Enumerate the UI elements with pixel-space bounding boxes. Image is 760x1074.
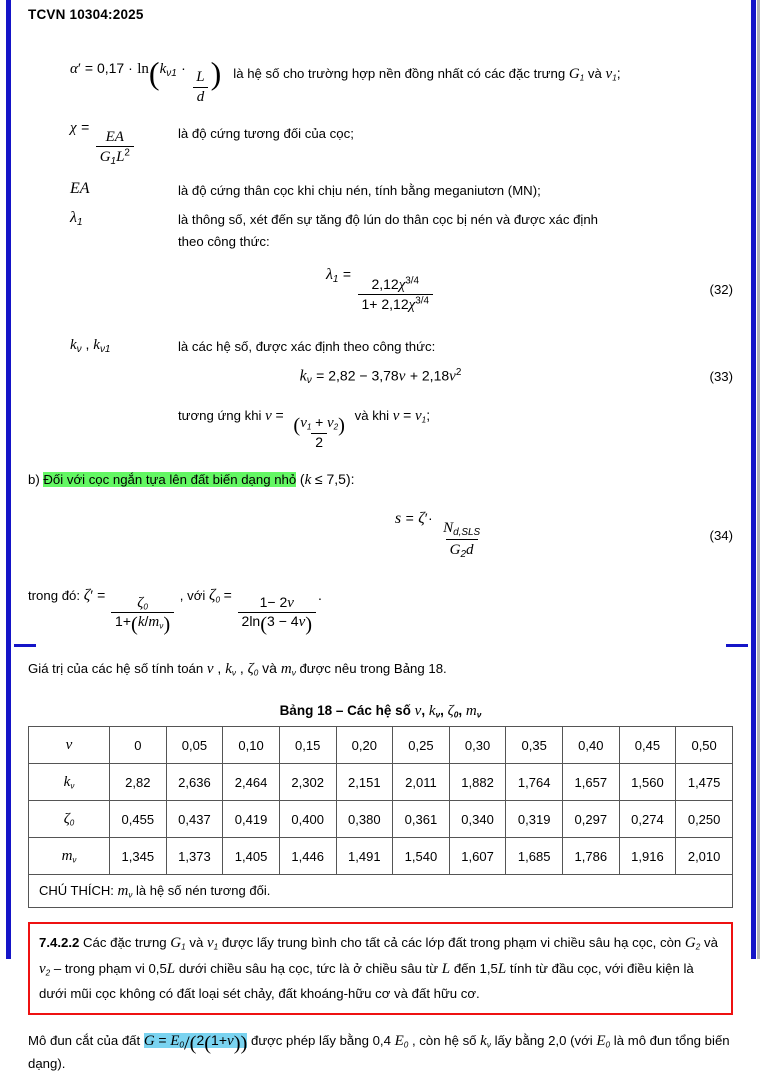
- equation-33-line: [28, 367, 733, 386]
- definition-knu-text: là các hệ số, được xác định theo công thức:: [178, 338, 436, 354]
- table-note-text: là hệ số nén tương đối.: [136, 882, 271, 898]
- final-paragraph: Mô đun cắt của đất G = E0/(2(1+ν)) được phép lấy bằng 0,4 E0 , còn hệ số kν lấy bằng 2,0 (với E0 là mô đun tổng biến dạng).: [28, 1031, 730, 1071]
- lambda-desc-line2: theo công thức:: [178, 233, 270, 249]
- clause-line2-c: – trong phạm vi 0,5: [53, 961, 167, 977]
- clause-line2-d: dưới chiều sâu hạ cọc, tức là ở chiều sâu từ: [178, 961, 439, 977]
- shear-modulus-highlight: G = E0/(2(1+ν)): [143, 1031, 248, 1055]
- definition-chi-text: là độ cứng tương đối của cọc;: [178, 126, 354, 142]
- table-row: [29, 838, 733, 875]
- equation-34: s = ζ′· $\frac{\text{Nd,SLS}}{G2d}$: [394, 510, 481, 561]
- page-content: [28, 0, 733, 1074]
- definition-ea: [28, 180, 733, 201]
- cell: 1,764: [506, 764, 563, 801]
- clause-line3: từ đầu cọc, với điều kiện là dưới mũi cọc không có đất loại sét chảy, đất khoáng-hữu cơ và đất hữu cơ.: [39, 961, 694, 1001]
- knu-symbols: kν , kν1: [70, 335, 111, 355]
- cell: 1,607: [449, 838, 506, 875]
- item-b-prefix: b): [28, 472, 40, 488]
- definition-chi: [28, 119, 733, 168]
- tuong-ung-khi-label: tương ứng khi: [178, 408, 262, 424]
- cell: 2,82: [110, 764, 167, 801]
- cell: 0,319: [506, 801, 563, 838]
- cell: 0,361: [393, 801, 450, 838]
- table-note-prefix: CHÚ THÍCH:: [39, 882, 114, 898]
- final-line1-d: lấy bằng 2,0 (với: [494, 1032, 593, 1048]
- cell: 1,916: [619, 838, 676, 875]
- cell: 0,340: [449, 801, 506, 838]
- definition-lambda-text: [178, 209, 733, 252]
- cell: 2,636: [166, 764, 223, 801]
- cell: 1,786: [563, 838, 620, 875]
- alpha-desc-label: là hệ số cho trường hợp nền đồng nhất có các đặc trưng: [233, 66, 566, 81]
- table-caption: Bảng 18 – Các hệ số ν, kν, ζ0, mν: [279, 703, 482, 720]
- definition-alpha-text: là hệ số cho trường hợp nền đồng nhất có các đặc trưng G1 và ν1;: [233, 65, 621, 83]
- cell: 2,464: [223, 764, 280, 801]
- trong-do-line: trong đó: ζ′ = $\frac{\zeta 0}{1+(k/m\nu)}$ , với ζ0 = $\frac{1- 2\nu}{2\ln(3 - 4\nu)}$ .: [28, 587, 322, 636]
- final-line1-c: , còn hệ số: [411, 1032, 477, 1048]
- coefficients-table: [28, 726, 733, 908]
- clause-line1-c: được lấy trung bình cho tất cả các lớp đất trong phạm vi chiều sâu hạ: [221, 935, 629, 951]
- definition-lambda: [28, 209, 733, 252]
- cell: 1,373: [166, 838, 223, 875]
- cell: 0,250: [676, 801, 733, 838]
- row-header-nu: ν: [29, 727, 110, 764]
- trong-do-label: trong đó:: [28, 588, 81, 604]
- cell: 0,274: [619, 801, 676, 838]
- alpha-prime-formula: α′ = 0,17 · ln(kν1 · $\frac{L}{d}$ ): [70, 55, 222, 105]
- table-note: CHÚ THÍCH: mν là hệ số nén tương đối.: [29, 875, 733, 908]
- cell: 2,011: [393, 764, 450, 801]
- va-khi-label: và khi: [354, 408, 390, 424]
- cell: 2,010: [676, 838, 733, 875]
- table-row: [29, 727, 733, 764]
- cell: 1,345: [110, 838, 167, 875]
- clause-line1-a: Các đặc trưng: [83, 935, 167, 951]
- cell: 1,540: [393, 838, 450, 875]
- cell: 1,882: [449, 764, 506, 801]
- final-line1-e: là: [613, 1032, 625, 1048]
- clause-7422-box: [28, 922, 733, 1014]
- equation-33: $k\nu = 2,82 - 3,78\nu + 2,18\nu^2$: [299, 367, 462, 387]
- cell: 1,657: [563, 764, 620, 801]
- ea-symbol: EA: [70, 179, 90, 197]
- table-row: [29, 801, 733, 838]
- cell: 0,15: [279, 727, 336, 764]
- cell: 0,419: [223, 801, 280, 838]
- gia-tri-label: Giá trị của các hệ số tính toán: [28, 660, 204, 676]
- table-row: [29, 764, 733, 801]
- final-line1-b: được phép lấy bằng 0,4: [250, 1032, 391, 1048]
- clause-line2-e: đến 1,5: [453, 961, 498, 977]
- cell: 0,40: [563, 727, 620, 764]
- knu-correspondence-row: [28, 404, 733, 450]
- definition-knu: [28, 336, 733, 357]
- cell: 1,491: [336, 838, 393, 875]
- cell: 0,05: [166, 727, 223, 764]
- clause-line2-b: và: [703, 935, 718, 951]
- cell: 0: [110, 727, 167, 764]
- row-header-mnu: mν: [29, 838, 110, 875]
- clause-7422-text: 7.4.2.2 Các đặc trưng G1 và ν1 được lấy trung bình cho tất cả các lớp đất trong phạm vi chiều sâu hạ cọc, còn G2 và ν2 – trong phạm vi 0,5L dưới chiều sâu hạ cọc, tức là ở chiều sâu từ L đến 1,5L tính từ đầu cọc, với điều kiện là dưới mũi cọc không có đất loại sét chảy, đất khoáng-hữu cơ và đất hữu cơ.: [39, 935, 718, 1001]
- cell: 0,50: [676, 727, 733, 764]
- lambda-desc-line1: là thông số, xét đến sự tăng độ lún do thân cọc bị nén và được xác định: [178, 212, 599, 228]
- equation-32-number: (32): [709, 282, 733, 298]
- final-line2: mô đun tổng biến dạng).: [28, 1032, 730, 1071]
- clause-line2-a: cọc, còn: [632, 935, 682, 951]
- equation-34-number: (34): [709, 528, 733, 544]
- cell: 2,151: [336, 764, 393, 801]
- cell: 1,685: [506, 838, 563, 875]
- cell: 0,455: [110, 801, 167, 838]
- cell: 0,30: [449, 727, 506, 764]
- equation-32: λ1 = $\frac{2,12\chi^{3/4}}{1+ 2,12\chi^{3/4}}$: [326, 266, 435, 314]
- clause-line2-f: tính: [509, 961, 532, 977]
- cell: 0,35: [506, 727, 563, 764]
- definition-alpha: [28, 55, 733, 105]
- definition-ea-text: là độ cứng thân cọc khi chịu nén, tính bằng meganiutơn (MN);: [178, 182, 541, 198]
- clause-number: 7.4.2.2: [39, 935, 80, 951]
- cell: 2,302: [279, 764, 336, 801]
- cell: 0,45: [619, 727, 676, 764]
- chi-formula: χ = $\frac{EA}{G1L^2}$: [28, 119, 178, 168]
- right-margin-rail: [751, 0, 756, 959]
- table-caption-prefix: Bảng 18 – Các hệ số: [279, 703, 411, 719]
- cell: 0,380: [336, 801, 393, 838]
- table-note-row: [29, 875, 733, 908]
- cell: 0,437: [166, 801, 223, 838]
- cell: 1,405: [223, 838, 280, 875]
- gia-tri-tail: được nêu trong Bảng 18.: [299, 660, 447, 676]
- row-header-knu: kν: [29, 764, 110, 801]
- cell: 0,400: [279, 801, 336, 838]
- gia-tri-line: Giá trị của các hệ số tính toán ν , kν , ζ0 và mν được nêu trong Bảng 18.: [28, 659, 447, 678]
- clause-line1-b: và: [189, 935, 204, 951]
- item-b-line: b) Đối với cọc ngắn tựa lên đất biến dạng nhỏ (k ≤ 7,5):: [28, 471, 355, 489]
- equation-34-line: [28, 510, 733, 561]
- cell: 0,10: [223, 727, 280, 764]
- equation-32-line: [28, 266, 733, 314]
- document-header: TCVN 10304:2025: [28, 7, 144, 22]
- final-line1-a: Mô đun cắt của đất: [28, 1032, 141, 1048]
- alpha-desc-tail: và: [587, 66, 602, 81]
- cell: 0,25: [393, 727, 450, 764]
- item-b-highlight: Đối với cọc ngắn tựa lên đất biến dạng nhỏ: [43, 472, 297, 488]
- knu-correspondence-text: tương ứng khi ν = $\frac{(\nu 1 + \nu 2)}{2}$ và khi ν = ν1;: [178, 407, 431, 450]
- voi-label: , với: [179, 588, 206, 604]
- cell: 1,475: [676, 764, 733, 801]
- equation-33-number: (33): [709, 369, 733, 385]
- cell: 0,297: [563, 801, 620, 838]
- cell: 1,446: [279, 838, 336, 875]
- lambda-symbol: λ1: [70, 209, 83, 229]
- cell: 1,560: [619, 764, 676, 801]
- row-header-zeta0: ζ0: [29, 801, 110, 838]
- left-margin-rail: [6, 0, 11, 959]
- cell: 0,20: [336, 727, 393, 764]
